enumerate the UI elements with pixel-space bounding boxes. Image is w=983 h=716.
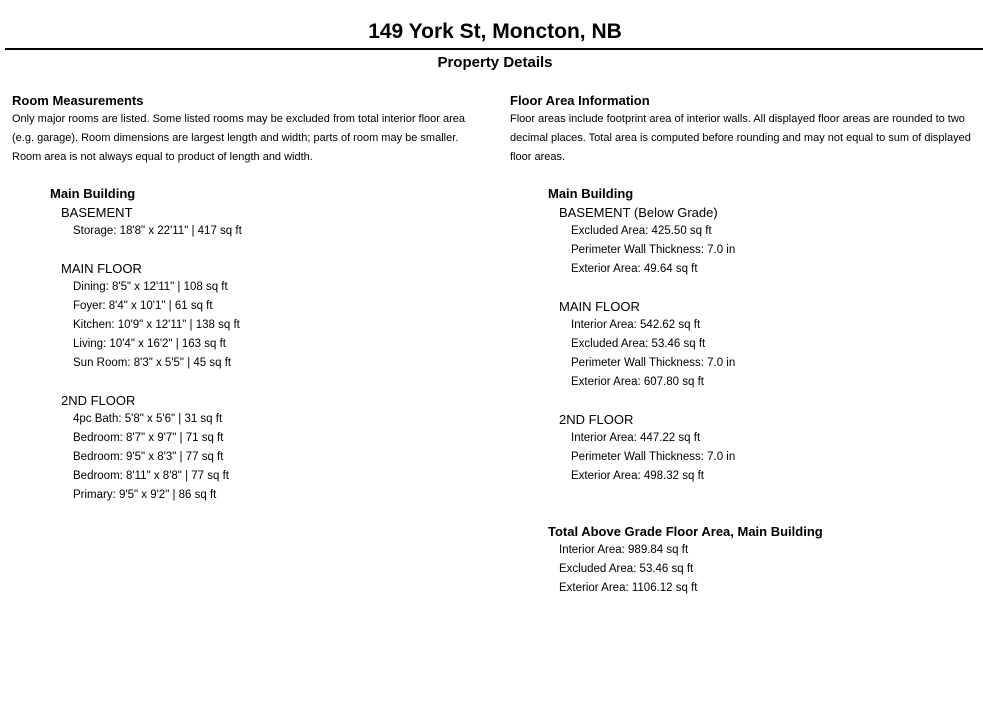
room-item: 4pc Bath: 5'8" x 5'6" | 31 sq ft [73, 413, 223, 425]
floor-main [61, 259, 497, 373]
floor-name: 2ND FLOOR [61, 393, 136, 408]
area-item: Perimeter Wall Thickness: 7.0 in [571, 357, 736, 369]
description-line: Floor areas include footprint area of interior walls. All displayed floor areas are rounded to two [510, 113, 965, 125]
area-floor-second [559, 410, 983, 486]
floor-area-heading: Floor Area Information [510, 93, 650, 108]
area-floor-main [559, 297, 983, 392]
description-line: Room area is not always equal to product of length and width. [12, 151, 313, 163]
floor-name: BASEMENT (Below Grade) [559, 205, 718, 220]
building-title: Main Building [548, 186, 634, 201]
floor-area-description [510, 110, 983, 167]
room-item: Bedroom: 8'11" x 8'8" | 77 sq ft [73, 470, 229, 482]
page-subtitle: Property Details [437, 54, 553, 71]
total-area-item: Exterior Area: 1106.12 sq ft [559, 582, 698, 594]
page-title: 149 York St, Moncton, NB [368, 20, 622, 43]
description-line: (e.g. garage). Room dimensions are largest length and width; parts of room may be smaller. [12, 132, 459, 144]
total-area-item: Excluded Area: 53.46 sq ft [559, 563, 694, 575]
floor-name: MAIN FLOOR [61, 261, 142, 276]
area-item: Excluded Area: 425.50 sq ft [571, 225, 712, 237]
room-item: Sun Room: 8'3" x 5'5" | 45 sq ft [73, 357, 232, 369]
description-line: decimal places. Total area is computed before rounding and may not equal to sum of displayed [510, 132, 971, 144]
area-item: Exterior Area: 498.32 sq ft [571, 470, 704, 482]
floor-name: MAIN FLOOR [559, 299, 640, 314]
room-item: Kitchen: 10'9" x 12'11" | 138 sq ft [73, 319, 240, 331]
description-line: Only major rooms are listed. Some listed rooms may be excluded from total interior floor area [12, 113, 466, 125]
description-line: floor areas. [510, 151, 566, 163]
area-item: Exterior Area: 607.80 sq ft [571, 376, 704, 388]
room-measurements-heading: Room Measurements [12, 93, 144, 108]
total-area-title: Total Above Grade Floor Area, Main Building [548, 524, 823, 539]
room-item: Bedroom: 8'7" x 9'7" | 71 sq ft [73, 432, 224, 444]
area-item: Interior Area: 542.62 sq ft [571, 319, 701, 331]
floor-name: BASEMENT [61, 205, 133, 220]
floor-second [61, 391, 497, 505]
floor-area-section [510, 92, 983, 598]
building-title: Main Building [50, 186, 136, 201]
room-item: Bedroom: 9'5" x 8'3" | 77 sq ft [73, 451, 224, 463]
room-item: Foyer: 8'4" x 10'1" | 61 sq ft [73, 300, 213, 312]
room-item: Dining: 8'5" x 12'11" | 108 sq ft [73, 281, 228, 293]
title-divider [5, 48, 983, 50]
area-item: Perimeter Wall Thickness: 7.0 in [571, 451, 736, 463]
room-measurements-description [12, 110, 497, 167]
area-building-block [548, 184, 983, 486]
area-item: Exterior Area: 49.64 sq ft [571, 263, 698, 275]
room-building-block [50, 184, 497, 505]
area-item: Perimeter Wall Thickness: 7.0 in [571, 244, 736, 256]
room-item: Primary: 9'5" x 9'2" | 86 sq ft [73, 489, 217, 501]
area-item: Excluded Area: 53.46 sq ft [571, 338, 706, 350]
total-area-block [548, 522, 983, 598]
area-item: Interior Area: 447.22 sq ft [571, 432, 701, 444]
room-item: Living: 10'4" x 16'2" | 163 sq ft [73, 338, 226, 350]
floor-name: 2ND FLOOR [559, 412, 634, 427]
room-item: Storage: 18'8" x 22'11" | 417 sq ft [73, 225, 242, 237]
floor-basement [61, 203, 497, 241]
room-measurements-section [12, 92, 497, 505]
area-floor-basement [559, 203, 983, 279]
total-area-item: Interior Area: 989.84 sq ft [559, 544, 689, 556]
